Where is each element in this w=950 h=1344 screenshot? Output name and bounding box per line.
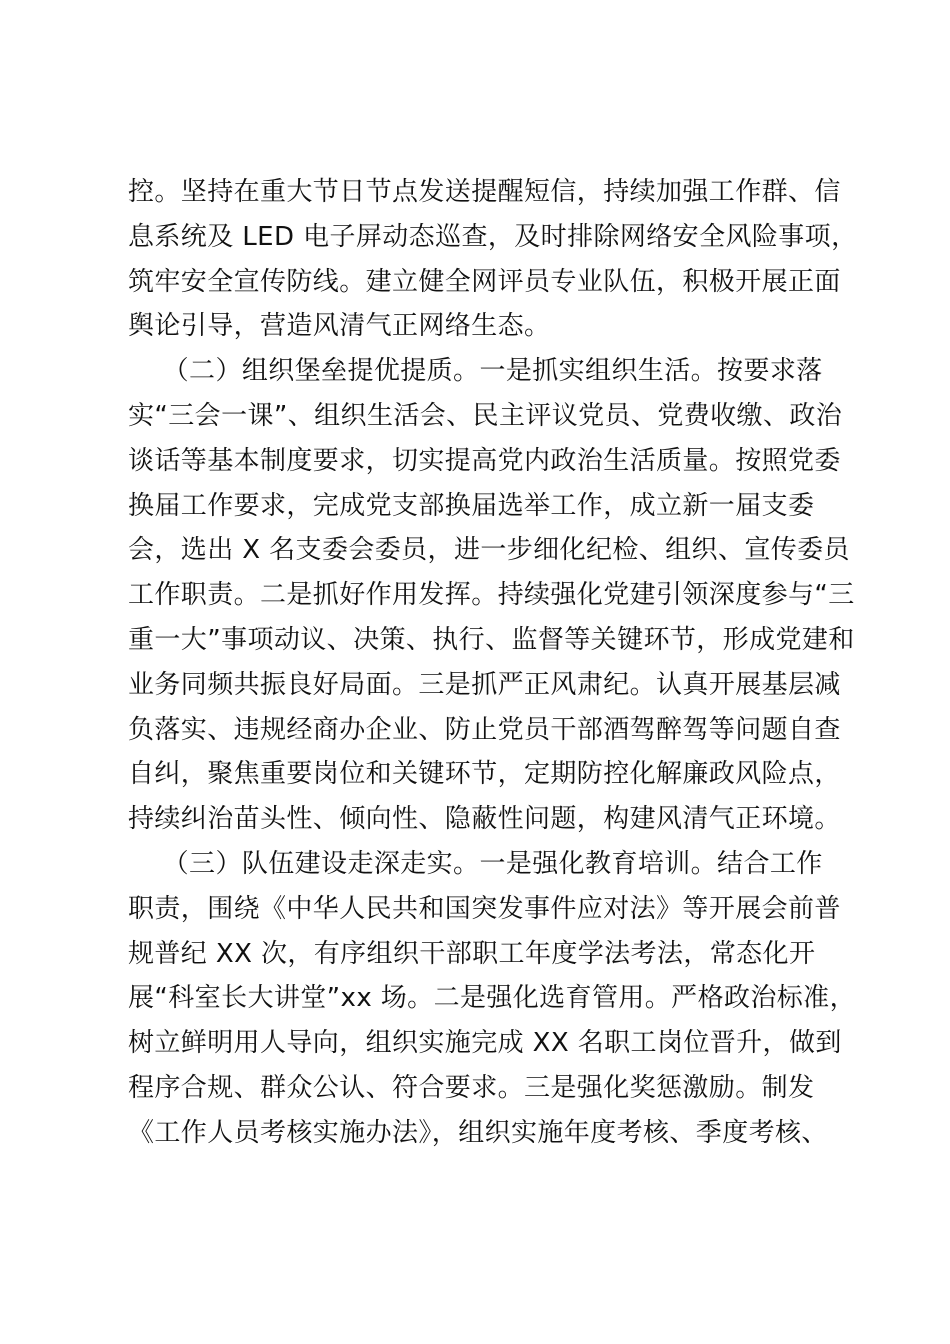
text-line: 自纠，聚焦重要岗位和关键环节，定期防控化解廉政风险点， bbox=[128, 759, 841, 790]
text-line: 树立鲜明用人导向，组织实施完成 XX 名职工岗位晋升，做到 bbox=[128, 1028, 842, 1059]
text-line: 程序合规、群众公认、符合要求。三是强化奖惩激励。制发 bbox=[128, 1072, 815, 1103]
text-line: 展“科室长大讲堂”xx 场。二是强化选育管用。严格政治标准， bbox=[128, 983, 856, 1014]
text-line: 控。坚持在重大节日节点发送提醒短信，持续加强工作群、信 bbox=[128, 177, 841, 207]
text-line: 息系统及 LED 电子屏动态巡查，及时排除网络安全风险事项， bbox=[128, 221, 858, 252]
text-line: 重一大”事项动议、决策、执行、监督等关键环节，形成党建和 bbox=[128, 624, 855, 655]
text-line: 持续纠治苗头性、倾向性、隐蔽性问题，构建风清气正环境。 bbox=[128, 804, 841, 835]
text-line: 《工作人员考核实施办法》，组织实施年度考核、季度考核、 bbox=[128, 1117, 828, 1148]
text-line: 业务同频共振良好局面。三是抓严正风肃纪。认真开展基层减 bbox=[128, 669, 841, 700]
text-line: 负落实、违规经商办企业、防止党员干部酒驾醉驾等问题自查 bbox=[128, 714, 841, 745]
body-text bbox=[128, 170, 858, 1156]
section-heading-line: （二）组织堡垒提优提质。一是抓实组织生活。按要求落 bbox=[128, 356, 823, 387]
text-line: 筑牢安全宣传防线。建立健全网评员专业队伍，积极开展正面 bbox=[128, 266, 841, 297]
text-line: 工作职责。二是抓好作用发挥。持续强化党建引领深度参与“三 bbox=[128, 580, 855, 611]
text-line: 谈话等基本制度要求，切实提高党内政治生活质量。按照党委 bbox=[128, 445, 841, 476]
text-line: 职责，围绕《中华人民共和国突发事件应对法》等开展会前普 bbox=[128, 893, 841, 924]
text-line: 舆论引导，营造风清气正网络生态。 bbox=[128, 311, 551, 342]
text-line: 实“三会一课”、组织生活会、民主评议党员、党费收缴、政治 bbox=[128, 400, 843, 431]
text-line: 换届工作要求，完成党支部换届选举工作，成立新一届支委 bbox=[128, 490, 815, 521]
text-line: 会，选出 X 名支委会委员，进一步细化纪检、组织、宣传委员 bbox=[128, 535, 850, 566]
section-heading-line: （三）队伍建设走深走实。一是强化教育培训。结合工作 bbox=[128, 848, 823, 879]
text-line: 规普纪 XX 次，有序组织干部职工年度学法考法，常态化开 bbox=[128, 938, 816, 969]
